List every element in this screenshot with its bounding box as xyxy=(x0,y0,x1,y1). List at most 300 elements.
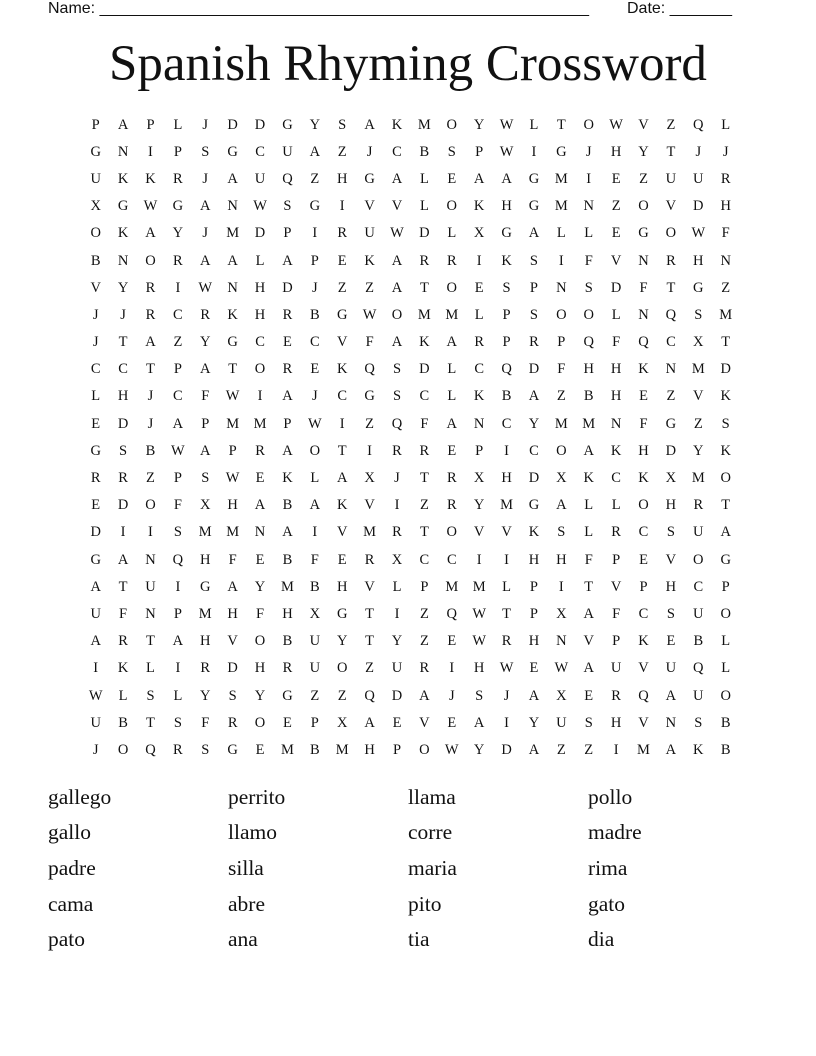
grid-letter: E xyxy=(584,687,594,704)
grid-letter: L xyxy=(447,225,457,242)
grid-letter: W xyxy=(362,306,377,323)
grid-letter: H xyxy=(693,252,704,269)
grid-letter: L xyxy=(173,116,183,133)
grid-letter: T xyxy=(228,361,238,378)
word-item: ana xyxy=(228,927,258,952)
page-title: Spanish Rhyming Crossword xyxy=(109,36,707,92)
grid-letter: X xyxy=(364,470,375,487)
grid-letter: A xyxy=(282,388,293,405)
grid-letter: V xyxy=(638,660,649,677)
grid-letter: Z xyxy=(666,116,676,133)
grid-letter: K xyxy=(117,170,129,187)
grid-letter: O xyxy=(309,442,321,459)
grid-letter: P xyxy=(201,415,210,432)
grid-letter: E xyxy=(529,660,539,677)
grid-letter: W xyxy=(499,116,514,133)
grid-letter: X xyxy=(665,470,677,487)
grid-row xyxy=(82,247,740,274)
grid-letter: B xyxy=(693,633,704,650)
grid-letter: M xyxy=(226,415,240,432)
grid-letter: H xyxy=(254,660,266,677)
grid-letter: S xyxy=(694,306,703,323)
grid-letter: N xyxy=(145,605,156,622)
grid-letter: R xyxy=(419,252,430,269)
grid-letter: K xyxy=(501,252,512,269)
grid-letter: R xyxy=(419,442,430,459)
grid-letter: S xyxy=(584,279,593,296)
grid-letter: Y xyxy=(528,714,540,731)
grid-letter: T xyxy=(721,334,731,351)
grid-letter: B xyxy=(90,252,101,269)
grid-letter: X xyxy=(693,334,704,351)
grid-letter: A xyxy=(583,442,594,459)
grid-letter: E xyxy=(283,334,292,351)
grid-letter: J xyxy=(695,143,702,160)
grid-letter: I xyxy=(504,442,509,459)
grid-letter: B xyxy=(118,714,128,731)
grid-letter: V xyxy=(90,279,101,296)
grid-letter: E xyxy=(447,170,457,187)
grid-letter: Y xyxy=(473,741,485,758)
grid-letter: I xyxy=(175,660,181,677)
grid-letter: K xyxy=(720,388,731,405)
grid-letter: O xyxy=(638,497,649,514)
grid-row xyxy=(82,138,740,165)
grid-letter: R xyxy=(282,660,293,677)
grid-letter: V xyxy=(638,714,649,731)
grid-letter: L xyxy=(447,388,457,405)
word-list xyxy=(48,779,768,957)
grid-letter: K xyxy=(336,497,348,514)
grid-letter: V xyxy=(364,578,375,595)
grid-letter: X xyxy=(200,497,211,514)
grid-letter: O xyxy=(556,306,567,323)
grid-letter: M xyxy=(582,415,596,432)
grid-letter: E xyxy=(91,415,101,432)
grid-row xyxy=(82,546,740,573)
word-row xyxy=(48,779,768,815)
grid-letter: R xyxy=(90,470,101,487)
grid-letter: N xyxy=(665,714,677,731)
grid-letter: L xyxy=(392,578,402,595)
word-item: cama xyxy=(48,891,94,916)
grid-letter: T xyxy=(666,143,676,160)
grid-letter: N xyxy=(720,252,731,269)
grid-letter: P xyxy=(283,225,292,242)
grid-letter: G xyxy=(364,170,375,187)
grid-letter: F xyxy=(557,361,566,378)
grid-letter: X xyxy=(90,198,101,215)
grid-letter: K xyxy=(720,442,731,459)
grid-letter: H xyxy=(610,388,622,405)
grid-letter: H xyxy=(556,551,567,568)
word-item: gato xyxy=(588,891,626,916)
grid-letter: W xyxy=(225,470,240,487)
grid-letter: L xyxy=(419,198,429,215)
grid-letter: A xyxy=(117,116,129,133)
grid-letter: T xyxy=(556,116,566,133)
grid-letter: M xyxy=(554,198,568,215)
grid-letter: E xyxy=(337,252,347,269)
grid-letter: A xyxy=(200,442,211,459)
grid-letter: S xyxy=(529,252,538,269)
grid-letter: M xyxy=(226,524,240,541)
grid-letter: J xyxy=(147,415,154,432)
grid-letter: L xyxy=(255,252,265,269)
grid-letter: Y xyxy=(336,633,348,650)
grid-letter: A xyxy=(282,442,293,459)
grid-letter: A xyxy=(172,633,184,650)
grid-letter: G xyxy=(528,198,540,215)
grid-letter: Z xyxy=(310,687,320,704)
grid-letter: R xyxy=(693,497,704,514)
grid-letter: N xyxy=(227,198,238,215)
grid-letter: I xyxy=(93,660,99,677)
grid-letter: P xyxy=(475,442,484,459)
grid-letter: D xyxy=(665,442,677,459)
grid-letter: U xyxy=(90,605,101,622)
grid-letter: A xyxy=(446,415,458,432)
grid-letter: Q xyxy=(583,334,594,351)
grid-letter: P xyxy=(639,578,648,595)
grid-letter: N xyxy=(117,252,129,269)
grid-letter: V xyxy=(473,524,485,541)
grid-letter: Y xyxy=(391,633,403,650)
grid-letter: L xyxy=(146,660,155,677)
grid-letter: Q xyxy=(364,687,375,704)
grid-letter: O xyxy=(665,225,677,242)
grid-letter: J xyxy=(448,687,455,704)
grid-letter: A xyxy=(227,578,238,595)
grid-letter: K xyxy=(473,198,485,215)
grid-letter: W xyxy=(554,660,569,677)
grid-letter: S xyxy=(201,470,210,487)
grid-letter: K xyxy=(419,334,430,351)
grid-letter: T xyxy=(118,334,128,351)
date-field[interactable]: Date: _______ xyxy=(627,0,732,17)
grid-letter: I xyxy=(120,524,126,541)
grid-letter: F xyxy=(310,551,319,568)
grid-letter: U xyxy=(556,714,567,731)
grid-letter: Z xyxy=(666,388,676,405)
word-item: perrito xyxy=(228,784,286,809)
grid-letter: U xyxy=(693,524,704,541)
grid-letter: U xyxy=(282,143,293,160)
grid-letter: S xyxy=(502,279,511,296)
grid-letter: G xyxy=(90,551,101,568)
grid-letter: P xyxy=(475,143,484,160)
grid-letter: Z xyxy=(419,497,429,514)
grid-letter: V xyxy=(227,633,238,650)
grid-letter: N xyxy=(145,551,156,568)
word-row xyxy=(48,850,768,886)
grid-letter: F xyxy=(612,605,621,622)
grid-letter: K xyxy=(117,660,129,677)
grid-letter: O xyxy=(720,687,731,704)
grid-letter: Y xyxy=(172,225,184,242)
grid-letter: A xyxy=(227,170,238,187)
grid-letter: A xyxy=(364,116,375,133)
word-item: gallo xyxy=(48,820,91,845)
grid-letter: L xyxy=(584,497,594,514)
grid-letter: Y xyxy=(117,279,129,296)
grid-letter: P xyxy=(612,633,621,650)
grid-letter: R xyxy=(173,170,183,187)
grid-letter: I xyxy=(339,415,345,432)
grid-letter: M xyxy=(335,741,349,758)
grid-letter: J xyxy=(92,306,99,323)
grid-letter: G xyxy=(90,442,101,459)
grid-letter: F xyxy=(584,252,593,269)
grid-letter: J xyxy=(503,687,510,704)
grid-letter: A xyxy=(117,551,129,568)
grid-letter: O xyxy=(90,225,101,242)
grid-letter: N xyxy=(638,252,649,269)
grid-letter: L xyxy=(611,497,621,514)
grid-letter: R xyxy=(501,633,512,650)
grid-letter: D xyxy=(419,361,430,378)
grid-letter: S xyxy=(119,442,128,459)
grid-letter: E xyxy=(447,633,457,650)
grid-letter: Z xyxy=(365,415,375,432)
grid-letter: C xyxy=(309,334,320,351)
grid-letter: O xyxy=(446,279,458,296)
grid-letter: P xyxy=(392,741,402,758)
grid-letter: D xyxy=(282,279,293,296)
grid-letter: N xyxy=(227,279,238,296)
grid-letter: K xyxy=(364,252,375,269)
grid-letter: U xyxy=(665,170,677,187)
grid-letter: B xyxy=(309,741,320,758)
grid-letter: N xyxy=(556,279,567,296)
grid-row xyxy=(82,736,740,763)
grid-letter: P xyxy=(529,605,538,622)
word-item: silla xyxy=(228,855,264,880)
grid-letter: Z xyxy=(556,741,566,758)
grid-letter: S xyxy=(392,361,402,378)
grid-letter: G xyxy=(227,143,238,160)
grid-letter: J xyxy=(147,388,154,405)
grid-letter: A xyxy=(583,660,594,677)
grid-letter: J xyxy=(202,225,209,242)
grid-letter: D xyxy=(227,116,238,133)
grid-letter: F xyxy=(228,551,237,568)
grid-letter: L xyxy=(502,578,511,595)
grid-letter: A xyxy=(501,170,512,187)
grid-letter: X xyxy=(556,470,567,487)
grid-letter: Z xyxy=(611,198,621,215)
grid-letter: X xyxy=(473,470,485,487)
grid-letter: H xyxy=(200,633,211,650)
grid-letter: B xyxy=(419,143,430,160)
word-item: llama xyxy=(408,784,456,809)
grid-letter: C xyxy=(173,388,183,405)
grid-letter: L xyxy=(173,687,183,704)
grid-letter: I xyxy=(531,143,537,160)
grid-row xyxy=(82,220,740,247)
grid-letter: X xyxy=(556,687,567,704)
grid-letter: G xyxy=(200,578,211,595)
grid-letter: A xyxy=(720,524,731,541)
grid-letter: C xyxy=(501,415,512,432)
grid-letter: K xyxy=(638,470,649,487)
grid-letter: M xyxy=(691,361,705,378)
grid-letter: O xyxy=(419,741,430,758)
grid-letter: V xyxy=(419,714,430,731)
grid-letter: Q xyxy=(501,361,512,378)
grid-letter: R xyxy=(666,252,676,269)
grid-letter: R xyxy=(529,334,539,351)
grid-letter: S xyxy=(173,714,182,731)
grid-letter: R xyxy=(364,551,375,568)
grid-letter: N xyxy=(610,415,622,432)
grid-letter: R xyxy=(611,524,621,541)
grid-letter: C xyxy=(446,551,457,568)
grid-letter: Q xyxy=(172,551,184,568)
grid-letter: A xyxy=(227,252,238,269)
grid-letter: R xyxy=(474,334,484,351)
grid-letter: Z xyxy=(556,388,566,405)
grid-letter: Y xyxy=(528,415,540,432)
grid-letter: N xyxy=(117,143,129,160)
grid-letter: V xyxy=(364,497,375,514)
grid-letter: I xyxy=(312,225,318,242)
grid-letter: C xyxy=(419,551,430,568)
grid-letter: U xyxy=(309,660,321,677)
grid-letter: A xyxy=(172,415,184,432)
grid-letter: H xyxy=(610,143,622,160)
grid-letter: L xyxy=(529,116,539,133)
grid-letter: I xyxy=(476,252,482,269)
word-item: dia xyxy=(588,927,615,952)
grid-letter: E xyxy=(337,551,347,568)
grid-letter: C xyxy=(693,578,704,595)
grid-letter: X xyxy=(556,605,567,622)
grid-letter: H xyxy=(720,198,731,215)
grid-letter: G xyxy=(528,170,540,187)
grid-letter: I xyxy=(558,578,564,595)
grid-letter: K xyxy=(638,633,649,650)
grid-letter: E xyxy=(447,442,457,459)
grid-letter: C xyxy=(419,388,430,405)
grid-letter: H xyxy=(528,633,540,650)
grid-letter: B xyxy=(720,714,731,731)
grid-row xyxy=(82,628,740,655)
grid-letter: A xyxy=(528,687,540,704)
grid-letter: O xyxy=(446,524,458,541)
grid-letter: T xyxy=(419,470,429,487)
grid-letter: B xyxy=(282,633,293,650)
grid-letter: A xyxy=(528,388,540,405)
word-item: tia xyxy=(408,927,430,952)
grid-letter: I xyxy=(339,198,345,215)
grid-letter: O xyxy=(254,633,266,650)
grid-letter: T xyxy=(146,361,155,378)
grid-letter: W xyxy=(143,198,158,215)
grid-letter: T xyxy=(584,578,594,595)
grid-letter: A xyxy=(90,633,101,650)
grid-letter: F xyxy=(639,279,648,296)
grid-letter: T xyxy=(365,633,375,650)
grid-letter: H xyxy=(254,279,266,296)
grid-letter: O xyxy=(391,306,403,323)
grid-letter: C xyxy=(337,388,348,405)
grid-letter: A xyxy=(473,714,485,731)
grid-letter: L xyxy=(556,225,566,242)
grid-letter: Z xyxy=(337,143,347,160)
grid-letter: Q xyxy=(638,334,649,351)
grid-letter: H xyxy=(610,714,622,731)
grid-letter: W xyxy=(225,388,240,405)
grid-letter: X xyxy=(336,714,348,731)
grid-letter: I xyxy=(613,741,619,758)
grid-letter: S xyxy=(201,741,210,758)
grid-letter: M xyxy=(280,578,294,595)
grid-letter: J xyxy=(202,170,209,187)
name-field[interactable]: Name: _______________________________________________________ xyxy=(48,0,589,17)
grid-letter: Q xyxy=(693,660,704,677)
grid-letter: O xyxy=(556,442,567,459)
grid-letter: J xyxy=(394,470,400,487)
grid-letter: B xyxy=(583,388,594,405)
grid-letter: V xyxy=(610,252,622,269)
grid-letter: K xyxy=(227,306,238,323)
grid-letter: R xyxy=(145,279,156,296)
grid-letter: H xyxy=(254,306,266,323)
grid-letter: R xyxy=(392,442,402,459)
grid-letter: L xyxy=(310,470,320,487)
grid-letter: Y xyxy=(254,687,266,704)
grid-letter: S xyxy=(392,388,402,405)
grid-letter: G xyxy=(282,116,293,133)
grid-letter: I xyxy=(476,551,482,568)
grid-letter: A xyxy=(309,497,321,514)
grid-letter: O xyxy=(446,198,458,215)
grid-letter: W xyxy=(88,687,103,704)
grid-row xyxy=(82,329,740,356)
grid-letter: A xyxy=(556,497,567,514)
grid-letter: H xyxy=(336,170,348,187)
grid-letter: N xyxy=(473,415,485,432)
grid-letter: K xyxy=(693,741,704,758)
grid-letter: E xyxy=(392,714,402,731)
grid-row xyxy=(82,437,740,464)
word-row xyxy=(48,886,768,922)
grid-row xyxy=(82,709,740,736)
word-item: padre xyxy=(48,855,96,880)
grid-letter: G xyxy=(172,198,184,215)
grid-letter: O xyxy=(254,361,266,378)
grid-letter: I xyxy=(558,252,564,269)
grid-letter: V xyxy=(610,578,622,595)
grid-letter: R xyxy=(720,170,731,187)
grid-letter: T xyxy=(721,497,731,514)
grid-row xyxy=(82,111,740,138)
grid-letter: U xyxy=(145,578,156,595)
grid-letter: J xyxy=(311,388,318,405)
grid-row xyxy=(82,383,740,410)
word-item: rima xyxy=(588,855,628,880)
grid-letter: F xyxy=(612,334,621,351)
grid-letter: A xyxy=(391,252,403,269)
grid-letter: G xyxy=(364,388,375,405)
grid-letter: H xyxy=(638,442,649,459)
grid-letter: F xyxy=(584,551,593,568)
grid-letter: D xyxy=(90,524,101,541)
grid-letter: D xyxy=(419,225,430,242)
grid-letter: I xyxy=(394,497,400,514)
grid-letter: O xyxy=(693,551,704,568)
